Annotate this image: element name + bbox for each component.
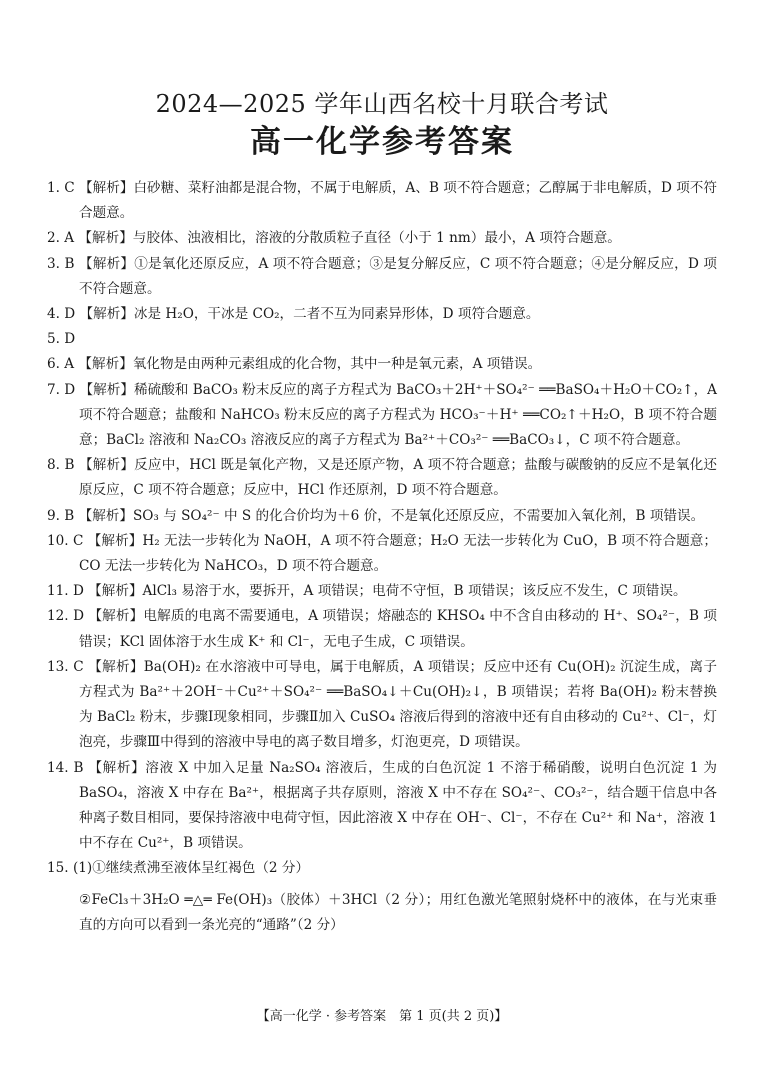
answer-item-12: 12. D 【解析】电解质的电离不需要通电，A 项错误；熔融态的 KHSO₄ 中不含自由移动的 H⁺、SO₄²⁻，B 项错误；KCl 固体溶于水生成 K⁺ 和 Cl⁻，无电子生成，C 项错误。 <box>47 608 717 650</box>
page-footer: 【高一化学 · 参考答案 第 1 页(共 2 页)】 <box>256 1009 508 1024</box>
answer-item-13: 13. C 【解析】Ba(OH)₂ 在水溶液中可导电，属于电解质，A 项错误；反应中还有 Cu(OH)₂ 沉淀生成，离子方程式为 Ba²⁺＋2OH⁻＋Cu²⁺＋SO₄²⁻ ══BaSO₄↓＋Cu(OH)₂↓，B 项错误；若将 Ba(OH)₂ 粉末替换为 BaCl₂ 粉末，步骤Ⅰ现象相同，步骤Ⅱ加入 CuSO₄ 溶液后得到的溶液中还有自由移动的 Cu²⁺、Cl⁻，灯泡亮，步骤Ⅲ中得到的溶液中导电的离子数目增多，灯泡更亮，D 项错误。 <box>47 658 717 751</box>
answer-item-1: 1. C 【解析】白砂糖、菜籽油都是混合物，不属于电解质，A、B 项不符合题意；乙醇属于非电解质，D 项不符合题意。 <box>47 180 717 222</box>
answer-item-6: 6. A 【解析】氧化物是由两种元素组成的化合物，其中一种是氧元素，A 项错误。 <box>47 356 542 373</box>
answer-item-8: 8. B 【解析】反应中，HCl 既是氧化产物，又是还原产物，A 项不符合题意；盐酸与碳酸钠的反应不是氧化还原反应，C 项不符合题意；反应中，HCl 作还原剂，D 项不符合题意。 <box>47 457 717 499</box>
exam-title: 2024—2025 学年山西名校十月联合考试 <box>155 90 609 118</box>
answer-item-14: 14. B 【解析】溶液 X 中加入足量 Na₂SO₄ 溶液后，生成的白色沉淀 1 不溶于稀硝酸，说明白色沉淀 1 为 BaSO₄，溶液 X 中存在 Ba²⁺，根据离子共存原则，溶液 X 中不存在 SO₄²⁻、CO₃²⁻，结合题干信息中各种离子数目相同，要保持溶液中电荷守恒，因此溶液 X 中存在 OH⁻、Cl⁻，不存在 Cu²⁺ 和 Na⁺，溶液 1 中不存在 Cu²⁺，B 项错误。 <box>47 759 717 852</box>
answer-item-4: 4. D 【解析】冰是 H₂O，干冰是 CO₂，二者不互为同素异形体，D 项符合题意。 <box>47 306 540 323</box>
answer-list <box>47 176 717 938</box>
answer-item-15: 15. (1)①继续煮沸至液体呈红褐色（2 分） <box>47 860 310 877</box>
answer-item-9: 9. B 【解析】SO₃ 与 SO₄²⁻ 中 S 的化合价均为＋6 价，不是氧化还原反应，不需要加入氧化剂，B 项错误。 <box>47 507 705 524</box>
answer-item-7: 7. D 【解析】稀硫酸和 BaCO₃ 粉末反应的离子方程式为 BaCO₃＋2H⁺＋SO₄²⁻ ══BaSO₄＋H₂O＋CO₂↑，A 项不符合题意；盐酸和 NaHCO₃ 粉末反应的离子方程式为 HCO₃⁻＋H⁺ ══CO₂↑＋H₂O，B 项不符合题意；BaCl₂ 溶液和 Na₂CO₃ 溶液反应的离子方程式为 Ba²⁺＋CO₃²⁻ ══BaCO₃↓，C 项不符合题意。 <box>47 381 717 449</box>
answer-item-2: 2. A 【解析】与胶体、浊液相比，溶液的分散质粒子直径（小于 1 nm）最小，A 项符合题意。 <box>47 230 621 247</box>
answer-item-10: 10. C 【解析】H₂ 无法一步转化为 NaOH，A 项不符合题意；H₂O 无法一步转化为 CuO，B 项不符合题意；CO 无法一步转化为 NaHCO₃，D 项不符合题意。 <box>47 532 717 575</box>
answer-item-15-part2: ②FeCl₃＋3H₂O ═△═ Fe(OH)₃（胶体）＋3HCl（2 分）；用红色激光笔照射烧杯中的液体，在与光束垂直的方向可以看到一条光亮的“通路”（2 分） <box>79 891 717 933</box>
answer-item-11: 11. D 【解析】AlCl₃ 易溶于水，要拆开，A 项错误；电荷不守恒，B 项错误；该反应不发生，C 项错误。 <box>47 583 687 600</box>
answer-item-3: 3. B 【解析】①是氧化还原反应，A 项不符合题意；③是复分解反应，C 项不符合题意；④是分解反应，D 项不符合题意。 <box>47 255 717 297</box>
document-title: 高一化学参考答案 <box>250 124 514 160</box>
answer-item-5: 5. D <box>47 331 76 348</box>
